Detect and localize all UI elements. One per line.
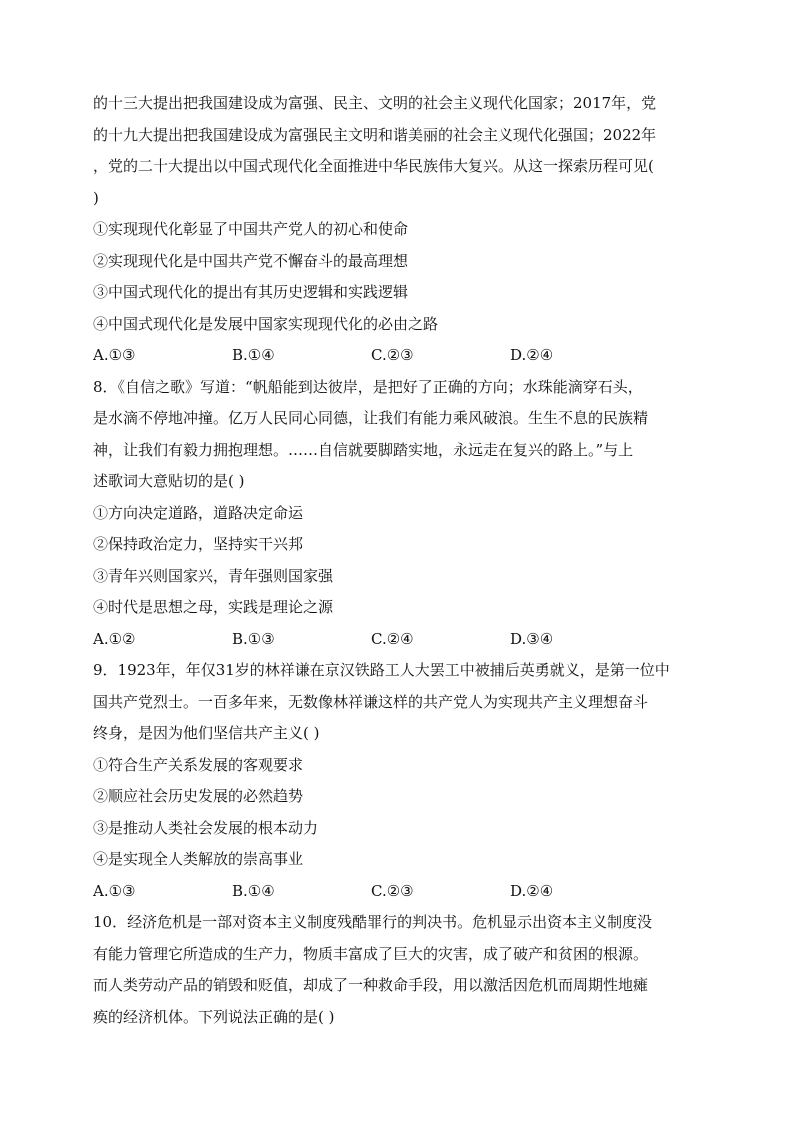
statement-item: ④是实现全人类解放的崇高事业 [93,850,304,868]
statement-item: ②实现现代化是中国共产党不懈奋斗的最高理想 [93,251,409,270]
option-b: B.①④ [232,346,275,364]
question-stem-line: ) [93,188,99,207]
question-8 [93,372,713,656]
question-stem-line: 国共产党烈士。一百多年来，无数像林祥谦这样的共产党人为实现共产主义理想奋斗 [93,692,649,711]
question-10 [93,907,713,1033]
question-stem-line: 的十九大提出把我国建设成为富强民主文明和谐美丽的社会主义现代化强国；2022年 [93,125,657,144]
answer-options [93,340,713,372]
statement-item: ①方向决定道路，道路决定命运 [93,503,304,522]
question-7 [93,88,713,372]
statement-item: ①符合生产关系发展的客观要求 [93,755,304,774]
question-stem-line: 的十三大提出把我国建设成为富强、民主、文明的社会主义现代化国家；2017年，党 [93,94,657,112]
statement-item: ②顺应社会历史发展的必然趋势 [93,787,304,805]
option-c: C.②③ [371,346,414,364]
question-stem-line: 10．经济危机是一部对资本主义制度残酷罪行的判决书。危机显示出资本主义制度没 [93,913,653,931]
question-stem-line: 神，让我们有毅力拥抱理想。……自信就要脚踏实地，永远走在复兴的路上。”与上 [93,440,634,459]
exam-page [93,88,713,1033]
option-a: A.①③ [93,346,136,364]
option-d: D.③④ [510,629,554,648]
question-stem-line: 述歌词大意贴切的是( ) [93,472,245,490]
answer-options [93,876,713,908]
statement-item: ④中国式现代化是发展中国家实现现代化的必由之路 [93,314,439,333]
option-d: D.②④ [510,346,554,364]
question-stem-line: 终身，是因为他们坚信共产主义( ) [93,724,320,742]
option-b: B.①③ [232,629,275,648]
question-stem-line: 而人类劳动产品的销毁和贬值，却成了一种救命手段，用以激活因危机而周期性地瘫 [93,976,649,994]
question-stem-line: 有能力管理它所造成的生产力，物质丰富成了巨大的灾害，成了破产和贫困的根源。 [93,944,649,963]
question-9 [93,655,713,907]
question-stem-line: 痪的经济机体。下列说法正确的是( ) [93,1007,335,1026]
statement-item: ④时代是思想之母，实践是理论之源 [93,598,334,616]
statement-item: ①实现现代化彰显了中国共产党人的初心和使命 [93,220,409,238]
option-d: D.②④ [510,881,554,900]
option-a: A.①③ [93,881,136,900]
question-stem-line: ，党的二十大提出以中国式现代化全面推进中华民族伟大复兴。从这一探索历程可见( [93,157,654,175]
option-b: B.①④ [232,881,275,900]
statement-item: ③是推动人类社会发展的根本动力 [93,818,319,837]
option-c: C.②③ [371,881,414,900]
option-c: C.②④ [371,629,414,648]
statement-item: ②保持政治定力，坚持实干兴邦 [93,535,304,553]
question-stem-line: 9．1923年，年仅31岁的林祥谦在京汉铁路工人大罢工中被捕后英勇就义，是第一位中 [93,661,670,679]
answer-options [93,624,713,656]
option-a: A.①② [93,629,136,648]
statement-item: ③青年兴则国家兴，青年强则国家强 [93,566,334,585]
question-stem-line: 是水滴不停地冲撞。亿万人民同心同德，让我们有能力乘风破浪。生生不息的民族精 [93,409,649,427]
statement-item: ③中国式现代化的提出有其历史逻辑和实践逻辑 [93,283,409,301]
question-stem-line: 8．《自信之歌》写道：“帆船能到达彼岸，是把好了正确的方向；水珠能滴穿石头， [93,377,643,396]
